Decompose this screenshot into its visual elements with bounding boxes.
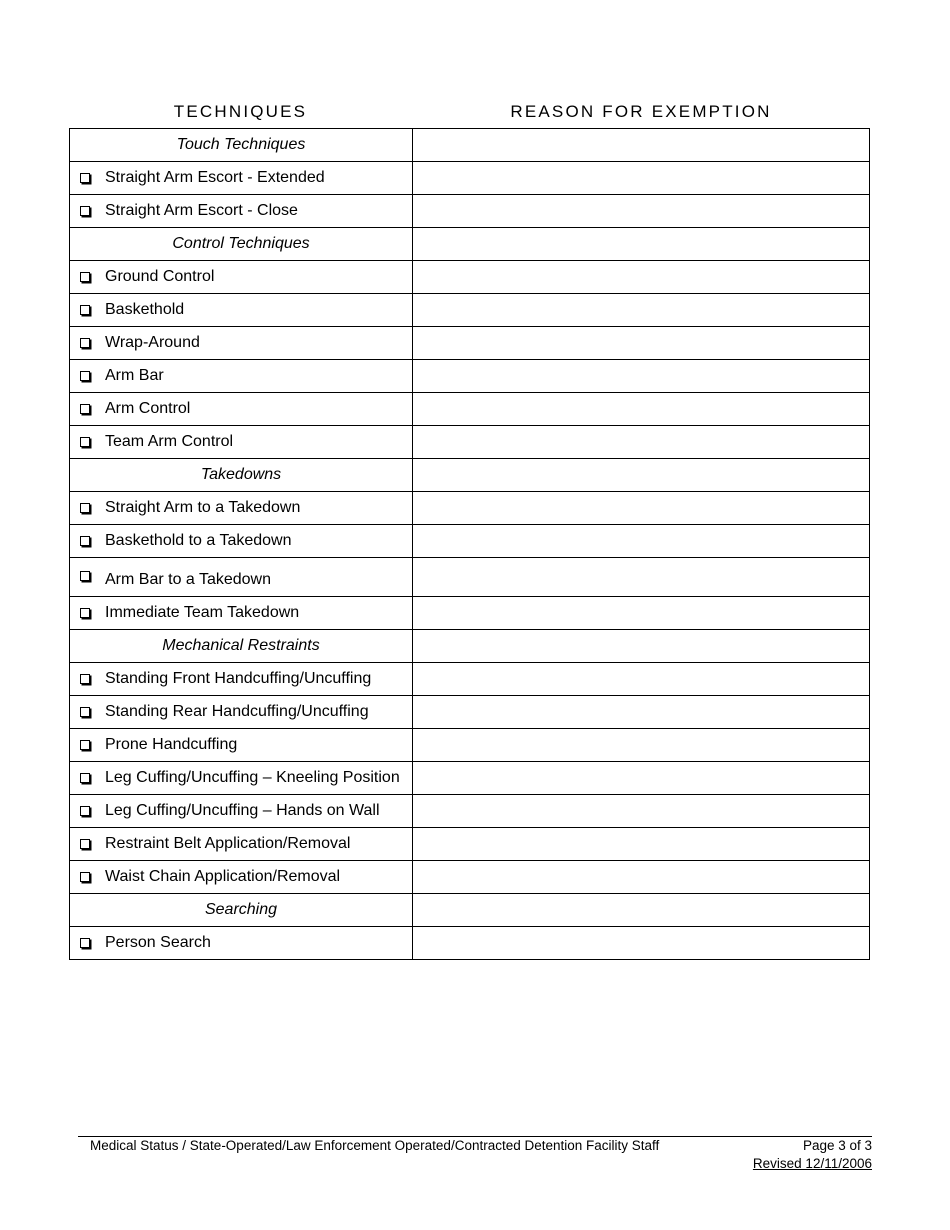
checkbox-icon[interactable] bbox=[80, 839, 90, 849]
technique-row bbox=[70, 795, 870, 828]
technique-item bbox=[70, 400, 412, 418]
checkbox-icon[interactable] bbox=[80, 740, 90, 750]
technique-row bbox=[70, 696, 870, 729]
section-title: Searching bbox=[204, 901, 278, 918]
reason-cell[interactable] bbox=[413, 162, 870, 195]
section-title: Control Techniques bbox=[172, 235, 310, 252]
reason-cell[interactable] bbox=[413, 828, 870, 861]
technique-row bbox=[70, 393, 870, 426]
technique-label: Prone Handcuffing bbox=[105, 736, 238, 753]
technique-row bbox=[70, 762, 870, 795]
technique-item bbox=[70, 703, 412, 721]
technique-item bbox=[70, 499, 412, 517]
reason-cell[interactable] bbox=[413, 129, 870, 162]
reason-cell[interactable] bbox=[413, 327, 870, 360]
section-title: Mechanical Restraints bbox=[162, 637, 320, 654]
technique-item bbox=[70, 565, 412, 589]
page-number: Page 3 of 3 bbox=[802, 1138, 872, 1153]
technique-row bbox=[70, 558, 870, 597]
section-title: Takedowns bbox=[200, 466, 282, 483]
reason-cell[interactable] bbox=[413, 261, 870, 294]
technique-label: Arm Control bbox=[105, 400, 191, 417]
technique-item bbox=[70, 169, 412, 187]
technique-label: Leg Cuffing/Uncuffing – Kneeling Position bbox=[105, 769, 400, 786]
technique-item bbox=[70, 934, 412, 952]
reason-cell[interactable] bbox=[413, 762, 870, 795]
technique-label: Restraint Belt Application/Removal bbox=[105, 835, 351, 852]
technique-label: Straight Arm Escort - Extended bbox=[105, 169, 325, 186]
checkbox-icon[interactable] bbox=[80, 503, 90, 513]
technique-label: Straight Arm to a Takedown bbox=[105, 499, 301, 516]
technique-row bbox=[70, 828, 870, 861]
technique-label: Baskethold to a Takedown bbox=[105, 532, 292, 549]
technique-row bbox=[70, 492, 870, 525]
checkbox-icon[interactable] bbox=[80, 206, 90, 216]
technique-item bbox=[70, 604, 412, 622]
technique-row bbox=[70, 426, 870, 459]
reason-header: REASON FOR EXEMPTION bbox=[510, 102, 772, 121]
technique-label: Ground Control bbox=[105, 268, 215, 285]
checkbox-icon[interactable] bbox=[80, 173, 90, 183]
checkbox-icon[interactable] bbox=[80, 707, 90, 717]
checkbox-icon[interactable] bbox=[80, 872, 90, 882]
technique-item bbox=[70, 835, 412, 853]
section-row bbox=[70, 459, 870, 492]
techniques-header: TECHNIQUES bbox=[173, 102, 308, 121]
technique-item bbox=[70, 802, 412, 820]
reason-cell[interactable] bbox=[413, 927, 870, 960]
technique-label: Immediate Team Takedown bbox=[105, 604, 300, 621]
technique-label: Straight Arm Escort - Close bbox=[105, 202, 298, 219]
checkbox-icon[interactable] bbox=[80, 806, 90, 816]
section-row bbox=[70, 894, 870, 927]
reason-cell[interactable] bbox=[413, 729, 870, 762]
technique-label: Wrap-Around bbox=[105, 334, 200, 351]
technique-row bbox=[70, 597, 870, 630]
checkbox-icon[interactable] bbox=[80, 371, 90, 381]
technique-label: Waist Chain Application/Removal bbox=[105, 868, 341, 885]
checkbox-icon[interactable] bbox=[80, 608, 90, 618]
technique-item bbox=[70, 769, 412, 787]
checkbox-icon[interactable] bbox=[80, 437, 90, 447]
checkbox-icon[interactable] bbox=[80, 938, 90, 948]
reason-cell[interactable] bbox=[413, 426, 870, 459]
checkbox-icon[interactable] bbox=[80, 674, 90, 684]
reason-cell[interactable] bbox=[413, 360, 870, 393]
section-row bbox=[70, 129, 870, 162]
technique-label: Baskethold bbox=[105, 301, 185, 318]
technique-row bbox=[70, 360, 870, 393]
technique-item bbox=[70, 736, 412, 754]
reason-cell[interactable] bbox=[413, 525, 870, 558]
technique-label: Standing Front Handcuffing/Uncuffing bbox=[105, 670, 372, 687]
reason-cell[interactable] bbox=[413, 663, 870, 696]
technique-item bbox=[70, 367, 412, 385]
technique-label: Leg Cuffing/Uncuffing – Hands on Wall bbox=[105, 802, 380, 819]
technique-item bbox=[70, 532, 412, 550]
reason-cell[interactable] bbox=[413, 696, 870, 729]
technique-label: Person Search bbox=[105, 934, 211, 951]
footer-title: Medical Status / State-Operated/Law Enforcement Operated/Contracted Detention Facility Staff bbox=[90, 1138, 660, 1153]
technique-row bbox=[70, 261, 870, 294]
exemption-table bbox=[69, 128, 870, 960]
reason-cell[interactable] bbox=[413, 492, 870, 525]
technique-item bbox=[70, 268, 412, 286]
reason-cell[interactable] bbox=[413, 597, 870, 630]
reason-cell[interactable] bbox=[413, 894, 870, 927]
footer-right bbox=[753, 1137, 872, 1173]
reason-cell[interactable] bbox=[413, 795, 870, 828]
checkbox-icon[interactable] bbox=[80, 305, 90, 315]
technique-row bbox=[70, 525, 870, 558]
reason-cell[interactable] bbox=[413, 861, 870, 894]
reason-cell[interactable] bbox=[413, 459, 870, 492]
checkbox-icon[interactable] bbox=[80, 404, 90, 414]
technique-item bbox=[70, 202, 412, 220]
technique-item bbox=[70, 334, 412, 352]
technique-item bbox=[70, 433, 412, 451]
reason-cell[interactable] bbox=[413, 558, 870, 597]
technique-row bbox=[70, 162, 870, 195]
technique-row bbox=[70, 927, 870, 960]
reason-cell[interactable] bbox=[413, 228, 870, 261]
technique-item bbox=[70, 670, 412, 688]
technique-label: Arm Bar to a Takedown bbox=[105, 571, 272, 588]
technique-item bbox=[70, 301, 412, 319]
technique-row bbox=[70, 195, 870, 228]
technique-row bbox=[70, 663, 870, 696]
checkbox-icon[interactable] bbox=[80, 536, 90, 546]
checkbox-icon[interactable] bbox=[80, 272, 90, 282]
reason-cell[interactable] bbox=[413, 393, 870, 426]
section-title: Touch Techniques bbox=[176, 136, 306, 153]
checkbox-icon[interactable] bbox=[80, 773, 90, 783]
reason-cell[interactable] bbox=[413, 195, 870, 228]
technique-row bbox=[70, 729, 870, 762]
technique-row bbox=[70, 294, 870, 327]
revised-date: Revised 12/11/2006 bbox=[752, 1156, 872, 1171]
section-row bbox=[70, 630, 870, 663]
technique-label: Standing Rear Handcuffing/Uncuffing bbox=[105, 703, 369, 720]
technique-label: Team Arm Control bbox=[105, 433, 234, 450]
reason-cell[interactable] bbox=[413, 630, 870, 663]
technique-label: Arm Bar bbox=[105, 367, 164, 384]
checkbox-icon[interactable] bbox=[80, 338, 90, 348]
column-headers bbox=[69, 100, 870, 124]
technique-row bbox=[70, 327, 870, 360]
technique-row bbox=[70, 861, 870, 894]
reason-cell[interactable] bbox=[413, 294, 870, 327]
section-row bbox=[70, 228, 870, 261]
technique-item bbox=[70, 868, 412, 886]
checkbox-icon[interactable] bbox=[80, 571, 90, 581]
